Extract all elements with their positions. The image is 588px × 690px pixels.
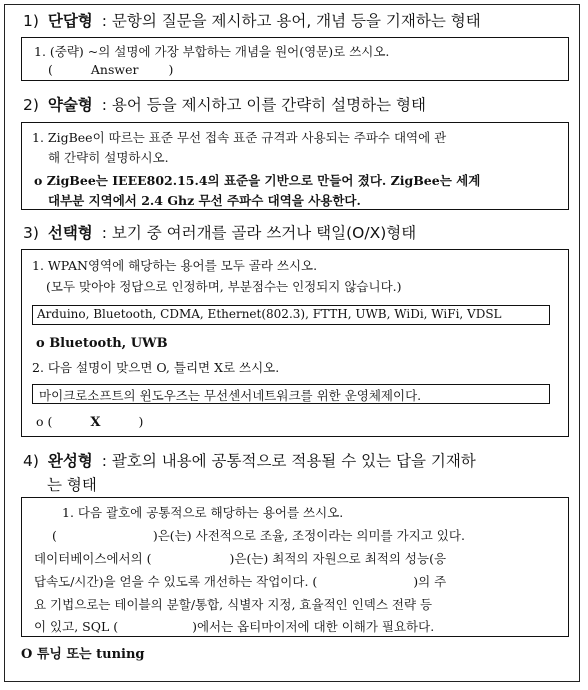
section3-q2-statement: 마이크로소프트의 윈도우즈는 무선센서네트워크를 위한 운영체제이다.: [39, 388, 422, 403]
section4-type: 완성형: [47, 452, 93, 470]
exam-type-page: [4, 4, 580, 682]
section3-options-box: [32, 305, 550, 325]
section3-q1-answer: o Bluetooth, UWB: [36, 336, 168, 351]
section3-number: 3): [23, 224, 39, 242]
section2-number: 2): [23, 96, 39, 114]
section4-line5-text-b: )에서는 옵티마이저에 대한 이해가 필요하다.: [192, 619, 435, 634]
section1-close-paren: ): [168, 62, 174, 77]
section1-description: : 문항의 질문을 제시하고 용어, 개념 등을 기재하는 형태: [101, 12, 481, 30]
section4-line4: 요 기법으로는 테이블의 분할/통합, 식별자 지정, 효율적인 인덱스 전략 등: [34, 597, 433, 612]
section2-question-box: [21, 122, 569, 210]
section3-heading: [23, 221, 416, 243]
section3-question-box: [21, 249, 569, 437]
section1-question-box: [21, 37, 569, 81]
section4-line2-text-b: )은(는) 최적의 자원으로 최적의 성능(응: [229, 551, 447, 566]
section4-description-line1: : 괄호의 내용에 공통적으로 적용될 수 있는 답을 기재하: [101, 452, 476, 470]
section4-question-title: 1. 다음 괄호에 공통적으로 해당하는 용어를 쓰시오.: [62, 505, 344, 520]
section2-description: : 용어 등을 제시하고 이를 간략히 설명하는 형태: [101, 96, 426, 114]
section1-answer-line: [48, 62, 173, 77]
section2-answer-line2: 대부분 지역에서 2.4 Ghz 무선 주파수 대역을 사용한다.: [48, 193, 361, 208]
section4-answer: O 튜닝 또는 tuning: [21, 647, 145, 662]
section1-question: 1. (중략) ~의 설명에 가장 부합하는 개념을 원어(영문)로 쓰시오.: [34, 44, 390, 59]
section4-line1: [52, 526, 465, 544]
section4-line3-text-b: )의 주: [413, 574, 447, 589]
section3-q2-open-paren: o (: [36, 414, 53, 429]
section4-line2: [34, 549, 446, 567]
section3-q2: 2. 다음 설명이 맞으면 O, 틀리면 X로 쓰시오.: [32, 360, 280, 375]
section4-line5: [34, 617, 434, 635]
section1-number: 1): [23, 12, 39, 30]
section2-type: 약술형: [47, 96, 93, 114]
section1-open-paren: (: [48, 62, 53, 77]
section1-answer: Answer: [90, 62, 139, 77]
section4-line3: [34, 572, 446, 590]
section3-q1-line2: (모두 맞아야 정답으로 인정하며, 부분점수는 인정되지 않습니다.): [46, 279, 402, 294]
section4-line2-text-a: 데이터베이스에서의 (: [34, 551, 152, 566]
section3-q2-answer-line: [36, 414, 143, 430]
section3-description: : 보기 중 여러개를 골라 쓰거나 택일(O/X)형태: [101, 224, 417, 242]
section4-heading: [23, 449, 476, 471]
section4-line1-text: )은(는) 사전적으로 조율, 조정이라는 의미를 가지고 있다.: [152, 528, 465, 543]
section2-question-line2: 해 간략히 설명하시오.: [48, 150, 169, 165]
section3-options: Arduino, Bluetooth, CDMA, Ethernet(802.3), FTTH, UWB, WiDi, WiFi, VDSL: [37, 307, 502, 321]
section2-question-line1: 1. ZigBee이 따르는 표준 무선 접속 표준 규격과 사용되는 주파수 대역에 관: [32, 130, 447, 145]
section4-number: 4): [23, 452, 39, 470]
section3-q1-line1: 1. WPAN영역에 해당하는 용어를 모두 골라 쓰시오.: [32, 258, 318, 273]
section4-line1-open: (: [52, 528, 57, 543]
section2-heading: [23, 93, 426, 115]
section3-q2-close-paren: ): [138, 414, 144, 429]
section2-answer-line1: o ZigBee는 IEEE802.15.4의 표준을 기반으로 만들어 졌다. ZigBee는 세계: [34, 173, 481, 188]
section4-description-line2: 는 형태: [47, 476, 97, 494]
section3-statement-box: [32, 384, 550, 404]
section1-heading: [23, 9, 481, 31]
section4-line5-text-a: 이 있고, SQL (: [34, 619, 119, 634]
section3-q2-answer: X: [90, 415, 101, 430]
section3-type: 선택형: [47, 224, 93, 242]
section4-line3-text-a: 답속도/시간)을 얻을 수 있도록 개선하는 작업이다. (: [34, 574, 318, 589]
section1-type: 단답형: [47, 12, 93, 30]
section4-question-box: [21, 497, 569, 637]
